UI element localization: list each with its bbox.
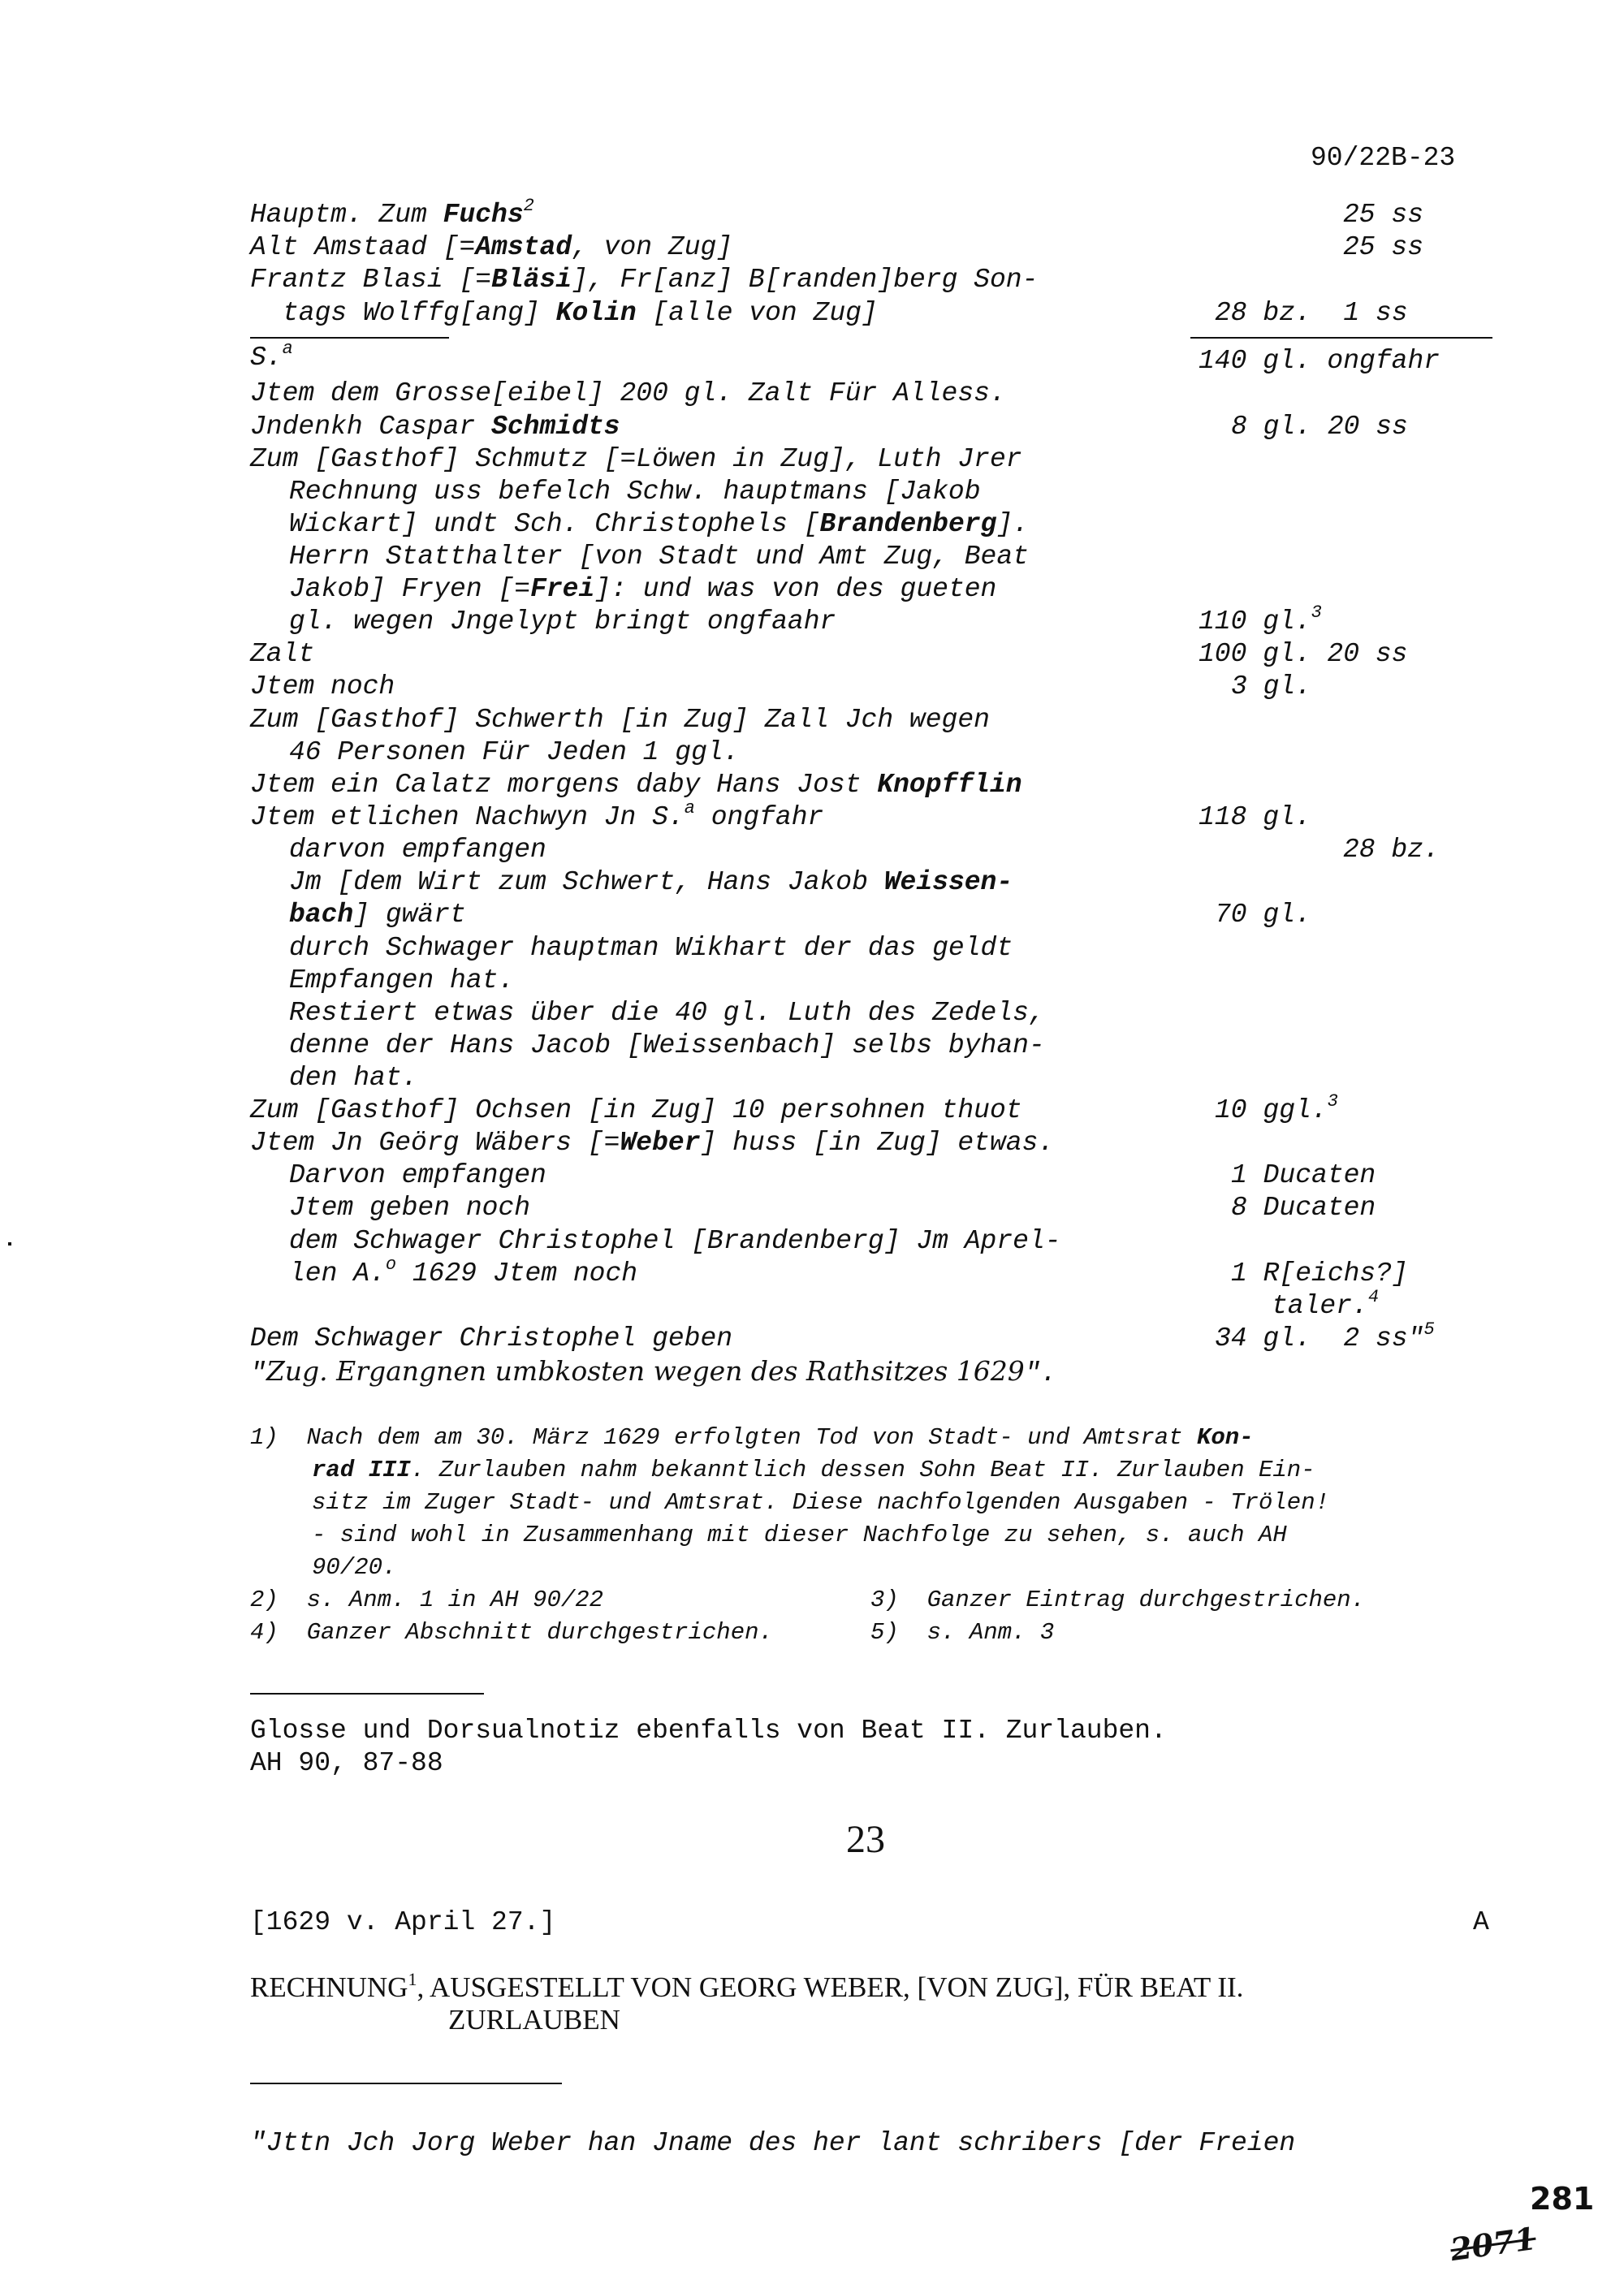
entry-line-3: Frantz Blasi [=Bläsi], Fr[anz] B[randen]berg Son- xyxy=(250,265,1039,295)
entry-line-20: darvon empfangen xyxy=(289,835,546,865)
footnote-1-line-3: sitz im Zuger Stadt- und Amtsrat. Diese nachfolgenden Ausgaben - Trölen! xyxy=(312,1489,1330,1516)
note-reference: AH 90, 87-88 xyxy=(250,1748,443,1778)
note-glosse: Glosse und Dorsualnotiz ebenfalls von Beat II. Zurlauben. xyxy=(250,1716,1167,1746)
footnote-1-line-5: 90/20. xyxy=(312,1554,397,1581)
amount-1: 25 ss xyxy=(1343,200,1424,230)
entry-line-11: Herrn Statthalter [von Stadt und Amt Zug, Beat xyxy=(289,542,1029,572)
amount-31: 8 Ducaten xyxy=(1231,1193,1376,1223)
entry-line-9: Rechnung uss befelch Schw. hauptmans [Jakob xyxy=(289,477,981,507)
footnote-5: 5) s. Anm. 3 xyxy=(870,1619,1055,1646)
entry-line-16: Zum [Gasthof] Schwerth [in Zug] Zall Jch wegen xyxy=(250,705,990,735)
entry-line-12: Jakob] Fryen [=Frei]: und was von des gueten xyxy=(289,574,997,604)
entry-line-6: Jtem dem Grosse[eibel] 200 gl. Zalt Für Alless. xyxy=(250,378,1006,408)
amount-5-sum: 140 gl. ongfahr xyxy=(1199,346,1440,376)
page-number-old-crossed: 2071 xyxy=(1448,2219,1539,2269)
entry-line-22: bach] gwärt xyxy=(289,900,466,930)
notes-separator xyxy=(250,1693,484,1695)
entry-line-1: Hauptm. Zum Fuchs$^2$ xyxy=(250,196,534,230)
document-number: 23 xyxy=(846,1818,885,1861)
title-separator xyxy=(250,2083,562,2084)
sum-rule-right xyxy=(1190,337,1492,339)
amount-14: 100 gl. 20 ss xyxy=(1199,639,1408,669)
document-title-line-2: ZURLAUBEN xyxy=(448,2004,620,2036)
entry-line-25: Restiert etwas über die 40 gl. Luth des Zedels, xyxy=(289,998,1045,1028)
entry-line-35: Dem Schwager Christophel geben xyxy=(250,1323,733,1354)
entry-line-5: S.$^a$ xyxy=(250,339,293,373)
amount-33: 1 R[eichs?] xyxy=(1231,1259,1408,1289)
entry-line-33: len A.$^o$ 1629 Jtem noch xyxy=(289,1254,638,1289)
entry-line-27: den hat. xyxy=(289,1063,418,1093)
entry-line-19: Jtem etlichen Nachwyn Jn S.$^a$ ongfahr xyxy=(250,798,824,832)
entry-line-30: Darvon empfangen xyxy=(289,1160,546,1190)
amount-15: 3 gl. xyxy=(1231,671,1312,702)
entry-line-31: Jtem geben noch xyxy=(289,1193,531,1223)
amount-19: 118 gl. xyxy=(1199,802,1311,832)
entry-line-36: "Zug. Ergangnen umbkosten wegen des Rathsitzes 1629". xyxy=(250,1355,1057,1388)
amount-30: 1 Ducaten xyxy=(1231,1160,1376,1190)
document-title-line-1: RECHNUNG$^1$, AUSGESTELLT VON GEORG WEBER, [VON ZUG], FÜR BEAT II. xyxy=(250,1969,1244,2003)
document-quote: "Jttn Jch Jorg Weber han Jname des her lant schribers [der Freien xyxy=(250,2128,1296,2158)
amount-34: taler.$^4$ xyxy=(1272,1287,1380,1321)
amount-2: 25 ss xyxy=(1343,232,1424,262)
entry-line-18: Jtem ein Calatz morgens daby Hans Jost Knopfflin xyxy=(250,770,1022,800)
entry-line-8: Zum [Gasthof] Schmutz [=Löwen in Zug], Luth Jrer xyxy=(250,444,1022,474)
entry-line-10: Wickart] undt Sch. Christophels [Brandenberg]. xyxy=(289,509,1029,539)
entry-line-14: Zalt xyxy=(250,639,315,669)
footnote-4: 4) Ganzer Abschnitt durchgestrichen. xyxy=(250,1619,773,1646)
entry-line-21: Jm [dem Wirt zum Schwert, Hans Jakob Weissen- xyxy=(289,867,1013,897)
amount-22: 70 gl. xyxy=(1215,900,1311,930)
amount-4: 28 bz. 1 ss xyxy=(1215,298,1408,328)
entry-line-23: durch Schwager hauptman Wikhart der das geldt xyxy=(289,933,1013,963)
amount-28: 10 ggl.$^3$ xyxy=(1215,1091,1338,1125)
entry-line-7: Jndenkh Caspar Schmidts xyxy=(250,412,620,442)
document-date: [1629 v. April 27.] xyxy=(250,1907,556,1937)
entry-line-26: denne der Hans Jacob [Weissenbach] selbs byhan- xyxy=(289,1030,1045,1060)
document-marker: A xyxy=(1473,1907,1489,1937)
amount-20: 28 bz. xyxy=(1343,835,1440,865)
amount-35: 34 gl. 2 ss"$^5$ xyxy=(1215,1319,1435,1354)
document-signature: 90/22B-23 xyxy=(1311,143,1456,173)
amount-7: 8 gl. 20 ss xyxy=(1231,412,1408,442)
page-number-new: 281 xyxy=(1530,2181,1595,2217)
footnote-1-line-2: rad III. Zurlauben nahm bekanntlich dessen Sohn Beat II. Zurlauben Ein- xyxy=(312,1457,1315,1483)
entry-line-32: dem Schwager Christophel [Brandenberg] Jm Aprel- xyxy=(289,1226,1061,1256)
entry-line-17: 46 Personen Für Jeden 1 ggl. xyxy=(289,737,740,767)
entry-line-2: Alt Amstaad [=Amstad, von Zug] xyxy=(250,232,733,262)
footnote-2: 2) s. Anm. 1 in AH 90/22 xyxy=(250,1587,604,1613)
footnote-1-line-1: 1) Nach dem am 30. März 1629 erfolgten Tod von Stadt- und Amtsrat Kon- xyxy=(250,1424,1254,1451)
entry-line-15: Jtem noch xyxy=(250,671,395,702)
amount-13: 110 gl.$^3$ xyxy=(1199,602,1322,637)
entry-line-4: tags Wolffg[ang] Kolin [alle von Zug] xyxy=(283,298,878,328)
entry-line-28: Zum [Gasthof] Ochsen [in Zug] 10 persohnen thuot xyxy=(250,1095,1022,1125)
footnote-3: 3) Ganzer Eintrag durchgestrichen. xyxy=(870,1587,1366,1613)
sum-rule-left xyxy=(250,337,449,339)
entry-line-29: Jtem Jn Geörg Wäbers [=Weber] huss [in Zug] etwas. xyxy=(250,1128,1055,1158)
entry-line-24: Empfangen hat. xyxy=(289,965,515,995)
footnote-1-line-4: - sind wohl in Zusammenhang mit dieser Nachfolge zu sehen, s. auch AH xyxy=(312,1522,1287,1548)
margin-speck xyxy=(8,1242,11,1246)
entry-line-13: gl. wegen Jngelypt bringt ongfaahr xyxy=(289,607,836,637)
